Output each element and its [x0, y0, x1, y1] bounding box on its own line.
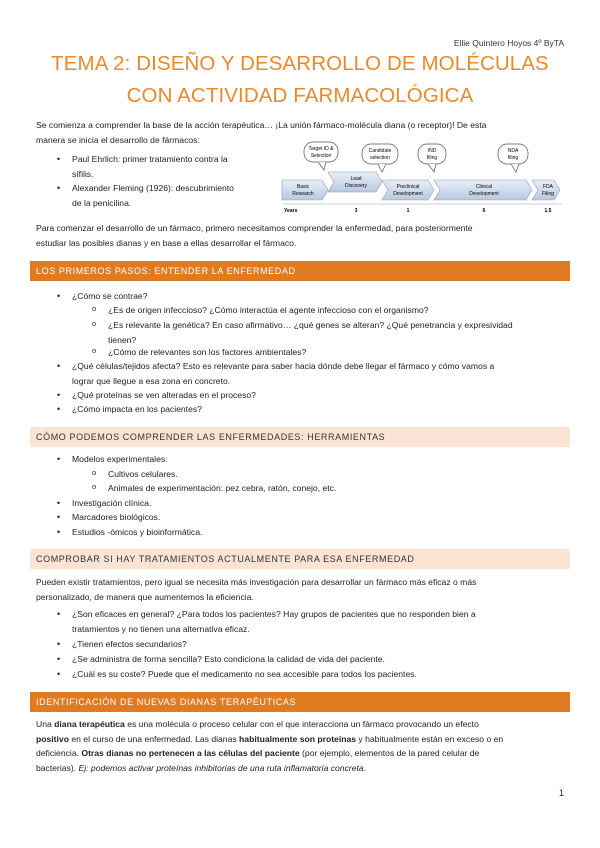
- section-header-primeros-pasos: LOS PRIMEROS PASOS: ENTENDER LA ENFERMEDAD: [30, 261, 570, 281]
- svg-text:NDA: NDA: [507, 148, 519, 154]
- list-item: • ¿Son eficaces en general? ¿Para todos los pacientes? Hay grupos de pacientes que no responden bien a tratamientos y no tienen una alternativa eficaz.: [72, 607, 567, 636]
- list-item: • ¿Se administra de forma sencilla? Esto condiciona la calidad de vida del paciente.: [72, 652, 567, 667]
- svg-text:Target ID &: Target ID &: [308, 146, 334, 152]
- years-label: Years: [284, 208, 298, 214]
- list-item: • ¿Tienen efectos secundarios?: [72, 637, 567, 652]
- years-preclinical: 1: [406, 208, 410, 214]
- list-item: • ¿Cuál es su coste? Puede que el medicamento no sea accesible para todos los pacientes.: [72, 667, 567, 682]
- stage-lead-discovery: [328, 172, 382, 192]
- section-header-herramientas: CÓMO PODEMOS COMPRENDER LAS ENFERMEDADES: HERRAMIENTAS: [30, 427, 570, 447]
- svg-text:Clinical: Clinical: [475, 184, 493, 190]
- list-subitem: o Animales de experimentación: pez cebra, ratón, conejo, etc.: [108, 481, 568, 496]
- stage-clinical-development: [434, 180, 532, 200]
- title-line-2: CON ACTIVIDAD FARMACOLÓGICA: [126, 84, 474, 107]
- section-header-tratamientos: COMPROBAR SI HAY TRATAMIENTOS ACTUALMENTE PARA ESA ENFERMEDAD: [30, 549, 570, 569]
- stage-fda-filing: [532, 180, 560, 200]
- list-subitem: o ¿Es relevante la genética? En caso afirmativo… ¿qué genes se alteran? ¿Qué penetrancia y expresividad tienen?: [108, 318, 568, 347]
- dianas-paragraph: Una diana terapéutica es una molécula o proceso celular con el que interacciona un fármaco provocando un efecto positivo en el curso de una enfermedad. Las dianas habitualmente son proteínas y habitualmente están en exceso o en deficiencia. Otras dianas no pertenecen a las células del paciente (por ejemplo, elementos de la pared celular de bacterias). Ej: podemos activar proteínas inhibitorias de una ruta inflamatoria concreta.: [36, 719, 504, 773]
- list-subitem: o ¿Cómo de relevantes son los factores ambientales?: [108, 345, 568, 360]
- svg-text:IND: IND: [427, 148, 437, 154]
- svg-text:Candidate: Candidate: [368, 148, 392, 154]
- milestone-nda-filing: [498, 144, 528, 172]
- milestone-ind-filing: [418, 144, 446, 172]
- list-item: • Estudios -ómicos y bioinformática.: [72, 525, 567, 540]
- page-number: 1: [558, 788, 564, 798]
- list-item: • ¿Cómo se contrae?: [72, 289, 567, 304]
- svg-text:Filing: Filing: [542, 191, 554, 197]
- list-item: • Investigación clínica.: [72, 496, 567, 511]
- svg-text:Discovery: Discovery: [345, 183, 367, 189]
- page-title: [0, 48, 600, 112]
- list-item: • Marcadores biológicos.: [72, 510, 567, 525]
- intro-bullet-ehrlich: • Paul Ehrlich: primer tratamiento contra la sífilis.: [72, 152, 262, 181]
- tratamientos-paragraph: Pueden existir tratamientos, pero igual se necesita más investigación para desarrollar un fármaco más eficaz o más personalizado, de manera que aumentemos la eficiencia.: [36, 577, 477, 602]
- intro-bullet-fleming: • Alexander Fleming (1926): descubrimiento de la penicilina.: [72, 181, 262, 210]
- stage-basic-research: [282, 180, 328, 200]
- stage-preclinical-development: [382, 180, 434, 200]
- milestone-target-selection: [304, 142, 338, 170]
- svg-text:Basic: Basic: [296, 184, 310, 190]
- years-clinical: 6: [482, 208, 486, 214]
- svg-text:filing: filing: [426, 155, 438, 161]
- svg-text:filing: filing: [507, 155, 519, 161]
- intro-paragraph-2: Para comenzar el desarrollo de un fármaco, primero necesitamos comprender la enfermedad, para posteriormente estudiar las posibles dianas y en base a ellas desarrollar el fármaco.: [36, 223, 473, 248]
- drug-development-diagram: [278, 140, 568, 216]
- svg-text:Development: Development: [393, 191, 423, 197]
- svg-text:Lead: Lead: [350, 176, 362, 182]
- section-header-nuevas-dianas: IDENTIFICACIÓN DE NUEVAS DIANAS TERAPÉUTICAS: [30, 692, 570, 712]
- years-lead: 3: [354, 208, 358, 214]
- list-item: • ¿Qué proteínas se ven alteradas en el proceso?: [72, 388, 567, 403]
- svg-text:Research: Research: [292, 191, 314, 197]
- milestone-candidate-selection: [362, 144, 398, 172]
- intro-line-2: manera se inicia el desarrollo de fármacos:: [36, 134, 200, 145]
- svg-text:selection: selection: [370, 155, 390, 161]
- svg-text:Development: Development: [469, 191, 499, 197]
- list-item: • Modelos experimentales:: [72, 452, 567, 467]
- years-fda: 1.5: [544, 208, 552, 214]
- author-name: Ellie Quintero Hoyos 4º ByTA: [453, 38, 564, 48]
- svg-text:Selection: Selection: [310, 153, 332, 159]
- list-subitem: o Cultivos celulares.: [108, 467, 568, 482]
- svg-text:FDA: FDA: [543, 184, 553, 190]
- list-item: • ¿Qué células/tejidos afecta? Esto es relevante para saber hacia dónde debe llegar el fármaco y cómo vamos a lograr que llegue a esa zona en concreto.: [72, 359, 567, 388]
- intro-line-1: Se comienza a comprender la base de la acción terapéutica… ¡La unión fármaco-molécula diana (o receptor)! De esta: [36, 120, 487, 130]
- title-line-1: TEMA 2: DISEÑO Y DESARROLLO DE MOLÉCULAS: [51, 52, 549, 75]
- list-subitem: o ¿Es de origen infeccioso? ¿Cómo interactúa el agente infeccioso con el organismo?: [108, 303, 568, 318]
- list-item: • ¿Cómo impacta en los pacientes?: [72, 402, 567, 417]
- svg-text:Preclinical: Preclinical: [396, 184, 420, 190]
